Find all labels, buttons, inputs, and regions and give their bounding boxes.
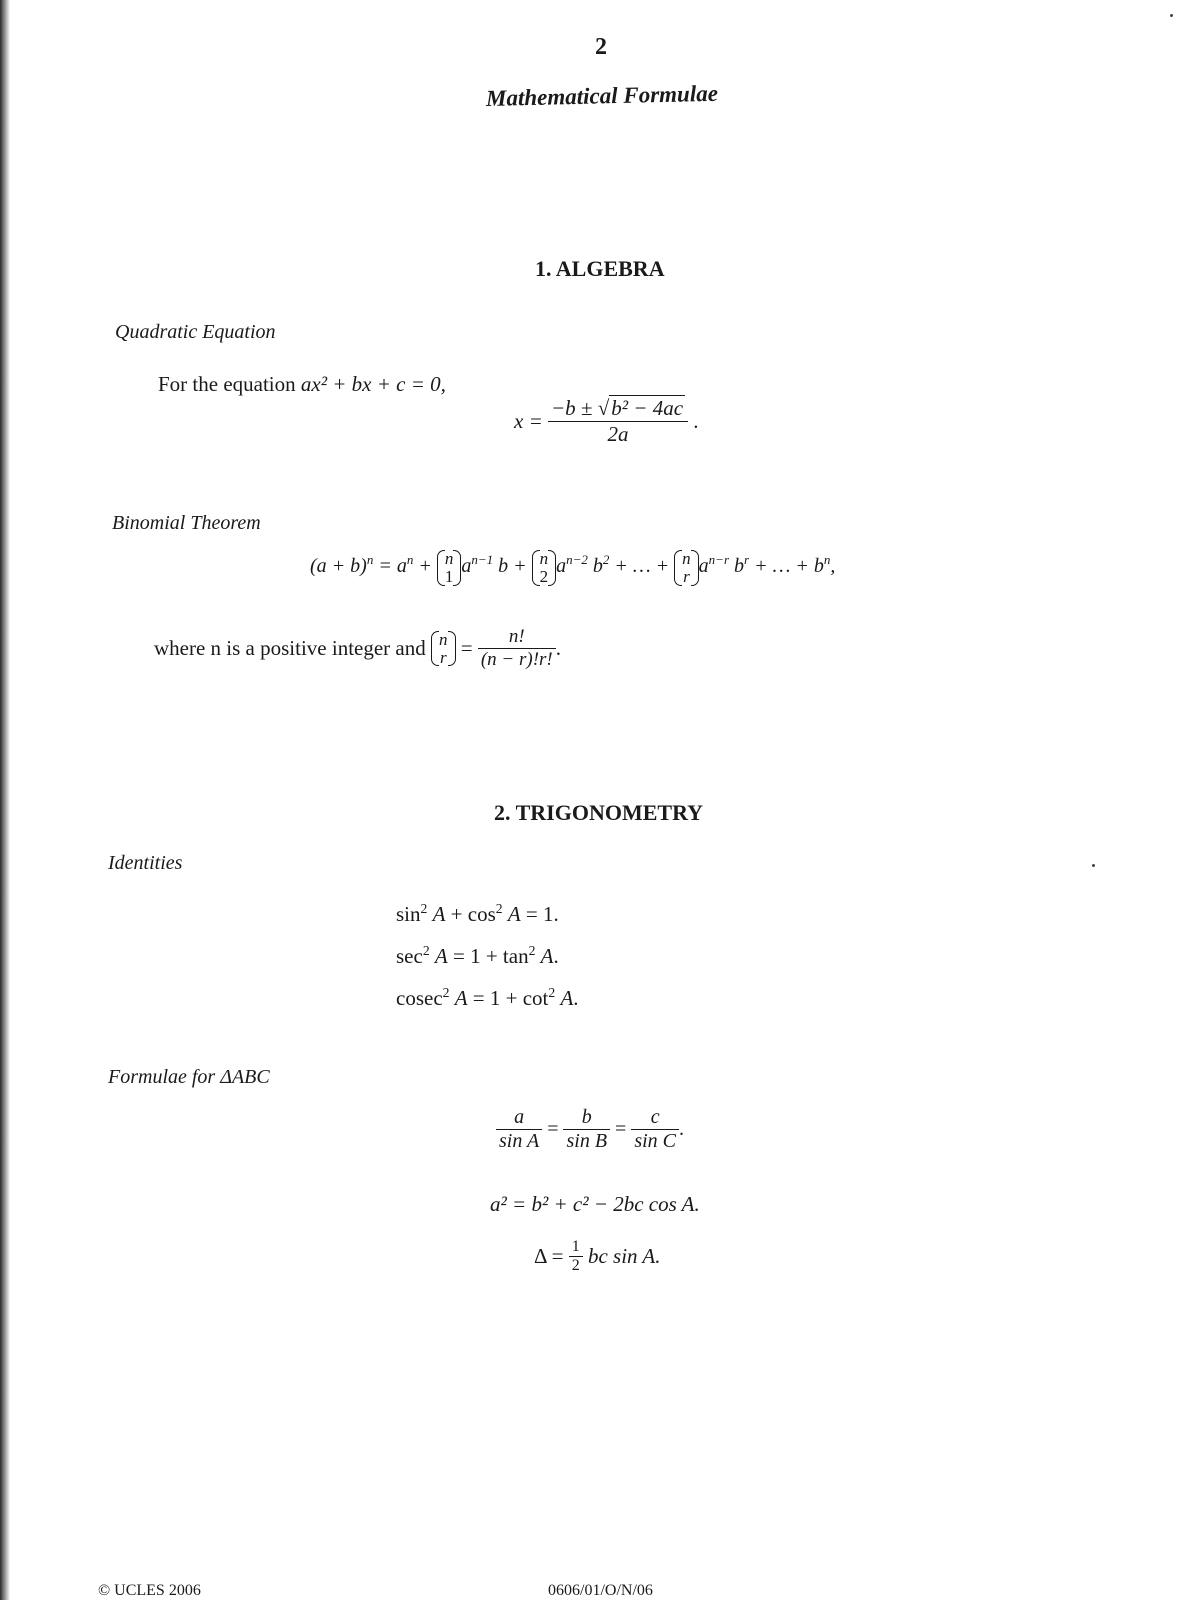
quadratic-formula [514,396,699,447]
sine-rule: $\frac{a}{\text{sin A}}$ = $\frac{b}{\text{sin B}}$ = $\frac{c}{\text{sin C}}$ . [496,1106,684,1153]
quadratic-fraction [548,396,688,447]
scan-edge-shadow [0,0,10,1600]
sine-rule-a: $\frac{a}{\text{sin A}}$ [496,1106,542,1153]
identity-secant: $\sec^2 A = 1 + \tan^2 A$. [396,942,559,968]
sine-rule-c: $\frac{c}{\text{sin C}}$ [631,1106,679,1153]
algebra-heading: 1. ALGEBRA [535,256,665,281]
binomial-subheading: Binomial Theorem [112,512,261,534]
quadratic-radicand: b² − 4ac [611,396,684,420]
binomial-coef-numerator: n! [508,626,525,647]
footer-code: 0606/01/O/N/06 [548,1582,653,1599]
binomial-coef-denominator: (n − r)!r! [480,649,553,670]
triangle-area [534,1238,660,1275]
binomial-coefficient-definition: where n is a positive integer and n r = $\frac{n!}{(n - r)!r!}$ . [154,626,562,670]
binom-n-r-def: n r [431,631,456,667]
footer-copyright: © UCLES 2006 [98,1582,201,1599]
quadratic-numerator-prefix: −b ± √ [551,396,610,420]
document-title: Mathematical Formulae [485,80,719,111]
identity-cosecant: cosec$^2$ $A = 1 + \cot^2 A$. [396,984,579,1010]
area-lhs: Δ = [534,1244,564,1268]
area-half: $\frac{1}{2}$ [569,1238,583,1275]
identity-pythagorean: $\sin^2 A + \cos^2 A = 1$. [396,900,559,926]
binom-n-2: n 2 [532,550,557,586]
quadratic-intro [158,372,446,397]
scan-speck [1170,14,1173,17]
quadratic-numerator [548,396,688,421]
quadratic-lhs: x = [514,409,543,433]
quadratic-intro-text: For the equation [158,372,296,396]
binomial-coef-fraction [478,626,556,671]
quadratic-trailing: . [693,409,699,433]
page-number: 2 [595,34,607,60]
triangle-subheading: Formulae for ΔABC [108,1066,270,1088]
binom-n-r: n r [674,550,699,586]
binomial-expansion: $(a + b)^n = a^n$ + n 1 $a^{n-1}$ b + n 2 $a^{n-2}$ $b^2$ + … + n r $a^{n-r}$ $b^r$ + … + $b^n$, [310,549,836,586]
trigonometry-heading: 2. TRIGONOMETRY [494,800,704,825]
cosine-rule: a² = b² + c² − 2bc cos A. [490,1192,700,1216]
area-rhs: bc sin A. [587,1244,661,1268]
binom-n-1: n 1 [437,550,462,586]
sine-rule-b: $\frac{b}{\text{sin B}}$ [563,1106,610,1153]
quadratic-denominator: 2a [548,421,688,447]
binomial-where-text: where n is a positive integer and [154,636,426,660]
identities-subheading: Identities [108,852,183,874]
scan-speck [1092,864,1095,867]
quadratic-equation: ax² + bx + c = 0, [300,372,446,396]
quadratic-subheading: Quadratic Equation [115,321,276,343]
